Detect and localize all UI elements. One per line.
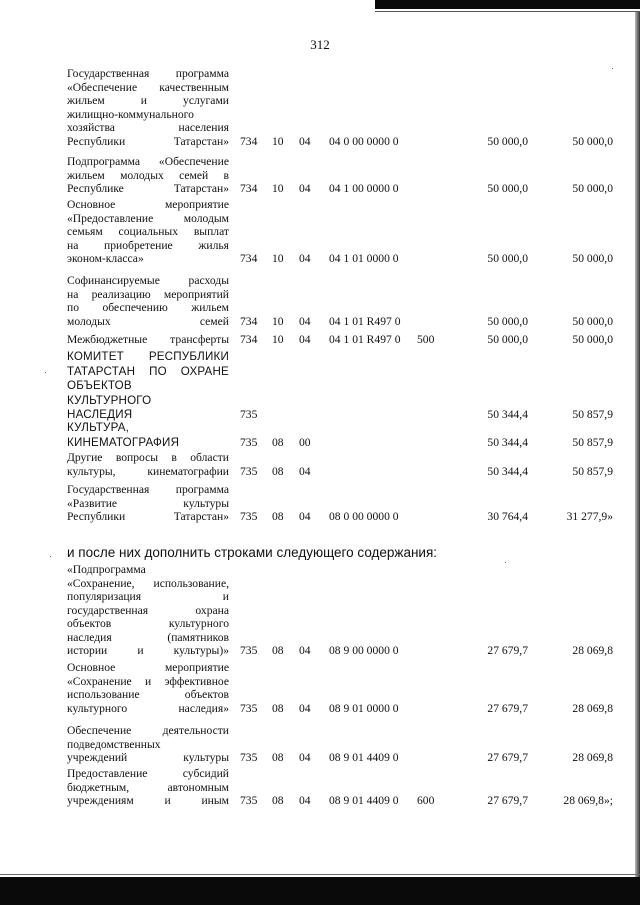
row-name: [67, 350, 229, 423]
target-article-code: 04 1 01 0000 0: [329, 252, 399, 265]
row-name-line: «Сохранение и эффективное: [67, 674, 229, 688]
scan-speck: [50, 556, 51, 557]
row-name-line: по обеспечению жильем: [67, 301, 229, 314]
section-code: 08: [272, 510, 284, 523]
ministry-code: 734: [240, 333, 258, 346]
row-name-line: жильем молодых семей в: [67, 168, 229, 182]
table-row: [0, 350, 640, 423]
table-row: [0, 67, 640, 148]
row-name-line: КУЛЬТУРА,: [67, 421, 130, 434]
subsection-code: 04: [299, 252, 311, 265]
row-name-line: Государственная программа: [67, 67, 229, 80]
row-name-line: Республики Татарстан»: [67, 510, 229, 523]
ministry-code: 734: [240, 134, 258, 148]
amount-year-2: 28 069,8: [572, 751, 613, 764]
row-name-line: учреждениям и иным: [67, 794, 229, 807]
table-row: [0, 661, 640, 715]
ministry-code: 735: [240, 751, 258, 764]
row-name-line: на приобретение жилья: [67, 238, 229, 252]
row-name-line: КУЛЬТУРНОГО: [67, 393, 152, 407]
ministry-code: 735: [240, 794, 258, 807]
row-name-line: государственная охрана: [67, 603, 229, 617]
row-name-line: Государственная программа: [67, 483, 229, 496]
amendment-bridge-text: и после них дополнить строками следующего содержания:: [67, 545, 438, 560]
subsection-code: 04: [299, 794, 311, 807]
target-article-code: 04 1 01 R497 0: [329, 314, 401, 328]
ministry-code: 735: [240, 435, 258, 449]
subsection-code: 04: [299, 751, 311, 764]
amount-year-1: 50 344,4: [487, 464, 528, 478]
section-code: 10: [272, 333, 284, 346]
target-article-code: 08 9 01 4409 0: [329, 794, 399, 807]
row-name-line: объектов культурного: [67, 617, 229, 630]
row-name: [67, 198, 229, 266]
amount-year-2: 50 000,0: [572, 182, 613, 195]
row-name-line: Основное мероприятие: [67, 198, 229, 211]
section-code: 08: [272, 701, 284, 715]
row-name-line: Республике Татарстан»: [67, 182, 229, 195]
ministry-code: 735: [240, 510, 258, 523]
amount-year-1: 30 764,4: [487, 510, 528, 523]
amount-year-2: 50 857,9: [572, 464, 613, 478]
amount-year-1: 50 344,4: [487, 408, 528, 421]
row-name: [67, 155, 229, 196]
expense-type-code: 600: [417, 794, 435, 807]
row-name-line: Обеспечение деятельности: [67, 724, 229, 737]
subsection-code: 04: [299, 701, 311, 715]
row-name-line: Основное мероприятие: [67, 661, 229, 674]
amount-year-2: 31 277,9»: [566, 510, 613, 523]
amount-year-2: 50 857,9: [572, 435, 613, 449]
section-code: 08: [272, 794, 284, 807]
table-row: [0, 274, 640, 328]
subsection-code: 04: [299, 644, 311, 657]
amount-year-1: 50 000,0: [487, 134, 528, 148]
row-name: [67, 483, 229, 524]
subsection-code: 00: [299, 435, 311, 449]
table-row: [0, 421, 640, 450]
row-name: [67, 767, 229, 808]
row-name-line: «Развитие культуры: [67, 496, 229, 510]
row-name-line: хозяйства населения: [67, 121, 229, 134]
amount-year-1: 50 000,0: [487, 314, 528, 328]
amount-year-1: 27 679,7: [487, 751, 528, 764]
ministry-code: 735: [240, 701, 258, 715]
amount-year-2: 28 069,8: [572, 644, 613, 657]
row-name: [67, 661, 229, 715]
target-article-code: 08 9 01 0000 0: [329, 701, 399, 715]
row-name-line: жилищно-коммунального: [67, 107, 194, 121]
row-name-line: ОБЪЕКТОВ: [67, 379, 132, 392]
row-name-line: подведомственных: [67, 737, 161, 751]
amount-year-2: 50 000,0: [572, 333, 613, 346]
table-row: [0, 333, 640, 347]
section-code: 08: [272, 751, 284, 764]
amount-year-2: 50 857,9: [572, 408, 613, 421]
ministry-code: 734: [240, 252, 258, 265]
row-name: [67, 563, 229, 658]
row-name-line: культуры, кинематографии: [67, 464, 229, 478]
ministry-code: 735: [240, 464, 258, 478]
ministry-code: 734: [240, 182, 258, 195]
section-code: 08: [272, 464, 284, 478]
table-row: [0, 483, 640, 524]
row-name-line: Другие вопросы в области: [67, 451, 229, 464]
section-code: 10: [272, 252, 284, 265]
row-name-line: жильем и услугами: [67, 94, 229, 107]
row-name-line: Предоставление субсидий: [67, 767, 229, 780]
section-code: 08: [272, 644, 284, 657]
table-row: [0, 563, 640, 658]
subsection-code: 04: [299, 314, 311, 328]
subsection-code: 04: [299, 464, 311, 478]
row-name-line: использование объектов: [67, 688, 229, 701]
amount-year-2: 28 069,8: [572, 701, 613, 715]
amount-year-1: 50 344,4: [487, 435, 528, 449]
amount-year-1: 50 000,0: [487, 333, 528, 346]
row-name-line: учреждений культуры: [67, 751, 229, 764]
row-name-line: КИНЕМАТОГРАФИЯ: [67, 435, 180, 449]
amount-year-2: 28 069,8»;: [563, 794, 613, 807]
row-name-line: молодых семей: [67, 314, 229, 328]
subsection-code: 04: [299, 510, 311, 523]
section-code: 10: [272, 182, 284, 195]
target-article-code: 08 9 00 0000 0: [329, 644, 399, 657]
subsection-code: 04: [299, 182, 311, 195]
target-article-code: 04 1 00 0000 0: [329, 182, 399, 195]
target-article-code: 08 9 01 4409 0: [329, 751, 399, 764]
table-row: [0, 198, 640, 266]
page-number: 312: [310, 37, 330, 52]
table-row: [0, 451, 640, 478]
row-name-line: культурного наследия»: [67, 701, 229, 715]
row-name-line: популяризация и: [67, 590, 229, 603]
row-name-line: «Обеспечение качественным: [67, 80, 229, 94]
row-name-line: бюджетным, автономным: [67, 780, 229, 794]
amount-year-1: 50 000,0: [487, 182, 528, 195]
scan-edge-bottom: [0, 877, 640, 905]
amount-year-1: 27 679,7: [487, 644, 528, 657]
row-name-line: ТАТАРСТАН ПО ОХРАНЕ: [67, 364, 229, 378]
expense-type-code: 500: [417, 333, 435, 346]
amount-year-1: 27 679,7: [487, 794, 528, 807]
row-name-line: КОМИТЕТ РЕСПУБЛИКИ: [67, 350, 229, 363]
row-name-line: «Предоставление молодым: [67, 211, 229, 225]
row-name: [67, 421, 229, 450]
scan-edge-top-line: [375, 11, 640, 12]
row-name-line: наследия (памятников: [67, 630, 229, 644]
target-article-code: 08 0 00 0000 0: [329, 510, 399, 523]
row-name: [67, 451, 229, 478]
row-name-line: на реализацию мероприятий: [67, 287, 229, 301]
table-row: [0, 155, 640, 196]
table-row: [0, 724, 640, 765]
table-row: [0, 767, 640, 808]
ministry-code: 735: [240, 408, 258, 421]
row-name-line: Подпрограмма «Обеспечение: [67, 155, 229, 168]
ministry-code: 734: [240, 314, 258, 328]
target-article-code: 04 0 00 0000 0: [329, 134, 399, 148]
amount-year-1: 50 000,0: [487, 252, 528, 265]
amount-year-1: 27 679,7: [487, 701, 528, 715]
section-code: 10: [272, 134, 284, 148]
row-name: [67, 274, 229, 328]
row-name-line: «Подпрограмма: [67, 563, 146, 576]
row-name-line: Софинансируемые расходы: [67, 274, 229, 287]
row-name-line: семьям социальных выплат: [67, 225, 229, 238]
row-name: [67, 333, 229, 347]
amount-year-2: 50 000,0: [572, 252, 613, 265]
ministry-code: 735: [240, 644, 258, 657]
row-name: [67, 67, 229, 148]
section-code: 10: [272, 314, 284, 328]
row-name-line: «Сохранение, использование,: [67, 576, 229, 590]
subsection-code: 04: [299, 134, 311, 148]
scan-edge-top: [375, 0, 640, 9]
row-name-line: НАСЛЕДИЯ: [67, 408, 133, 421]
scan-edge-bottom-line: [0, 874, 640, 875]
row-name-line: эконом-класса»: [67, 252, 144, 265]
row-name-line: Межбюджетные трансферты: [67, 333, 229, 346]
target-article-code: 04 1 01 R497 0: [329, 333, 401, 346]
row-name: [67, 724, 229, 765]
section-code: 08: [272, 435, 284, 449]
subsection-code: 04: [299, 333, 311, 346]
amount-year-2: 50 000,0: [572, 314, 613, 328]
row-name-line: Республики Татарстан»: [67, 134, 229, 148]
amount-year-2: 50 000,0: [572, 134, 613, 148]
row-name-line: истории и культуры)»: [67, 644, 229, 657]
